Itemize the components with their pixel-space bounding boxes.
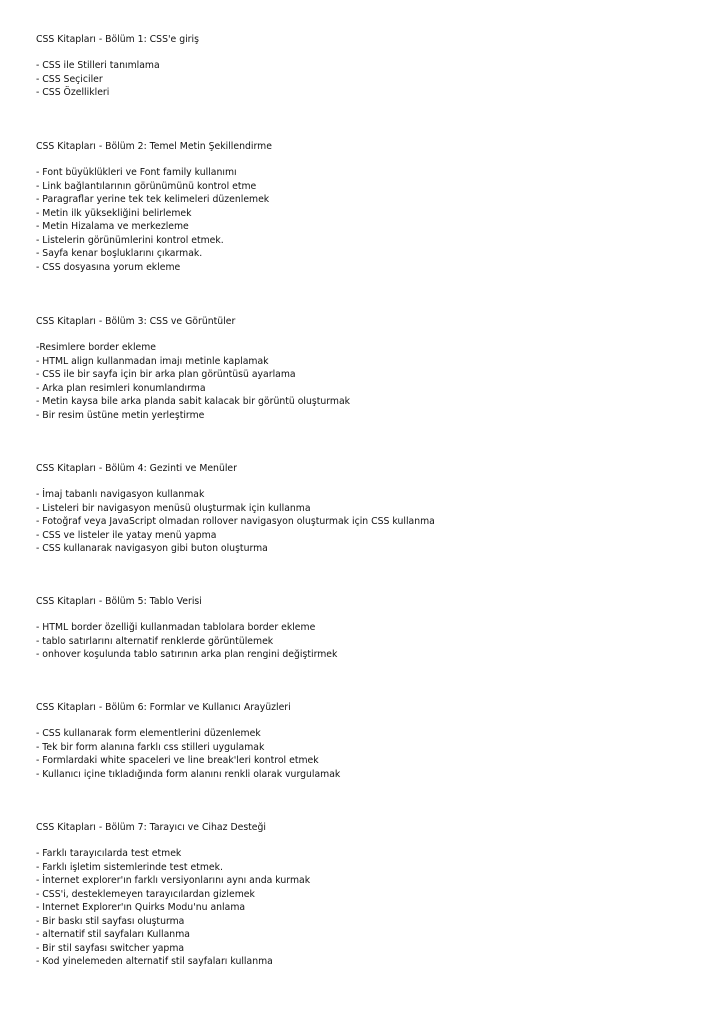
- section-title: CSS Kitapları - Bölüm 7: Tarayıcı ve Cihaz Desteği: [36, 822, 267, 833]
- list-item: - alternatif stil sayfaları Kullanma: [36, 929, 190, 941]
- list-item: - Metin Hizalama ve merkezleme: [36, 221, 189, 233]
- list-item: - CSS ile bir sayfa için bir arka plan görüntüsü ayarlama: [36, 369, 296, 381]
- list-item: - Farklı işletim sistemlerinde test etmek.: [36, 861, 223, 873]
- list-item: - Kullanıcı içine tıkladığında form alanını renkli olarak vurgulamak: [36, 768, 341, 780]
- list-item: - Farklı tarayıcılarda test etmek: [36, 848, 182, 859]
- section-title: CSS Kitapları - Bölüm 1: CSS'e giriş: [36, 34, 199, 45]
- section-chapter-7: [36, 821, 310, 969]
- section-title: CSS Kitapları - Bölüm 2: Temel Metin Şekillendirme: [36, 141, 272, 152]
- list-item: - CSS kullanarak form elementlerini düzenlemek: [36, 728, 261, 739]
- list-item: - Tek bir form alanına farklı css stilleri uygulamak: [36, 741, 265, 753]
- list-item: - CSS ve listeler ile yatay menü yapma: [36, 529, 217, 541]
- section-chapter-1: [36, 33, 199, 100]
- list-item: - CSS dosyasına yorum ekleme: [36, 261, 181, 273]
- list-item: - Listeleri bir navigasyon menüsü oluşturmak için kullanma: [36, 502, 311, 514]
- item-list: [36, 727, 340, 781]
- list-item: - CSS'i, desteklemeyen tarayıcılardan gizlemek: [36, 888, 255, 900]
- list-item: - Sayfa kenar boşluklarını çıkarmak.: [36, 248, 203, 260]
- section-title: CSS Kitapları - Bölüm 4: Gezinti ve Menüler: [36, 463, 237, 474]
- list-item: - Kod yinelemeden alternatif stil sayfaları kullanma: [36, 956, 273, 968]
- list-item: - CSS kullanarak navigasyon gibi buton oluşturma: [36, 543, 268, 555]
- list-item: - Formlardaki white spaceleri ve line break'leri kontrol etmek: [36, 755, 319, 767]
- list-item: - Paragraflar yerine tek tek kelimeleri düzenlemek: [36, 194, 270, 206]
- list-item: - Arka plan resimleri konumlandırma: [36, 382, 206, 394]
- list-item: - İmaj tabanlı navigasyon kullanmak: [36, 489, 205, 500]
- list-item: - Internet Explorer'ın Quirks Modu'nu anlama: [36, 902, 246, 914]
- section-chapter-4: [36, 462, 435, 556]
- list-item: - Link bağlantılarının görünümünü kontrol etme: [36, 180, 257, 192]
- list-item: - onhover koşulunda tablo satırının arka plan rengini değiştirmek: [36, 649, 338, 661]
- section-chapter-6: [36, 701, 340, 781]
- list-item: - Bir resim üstüne metin yerleştirme: [36, 409, 205, 421]
- list-item: - HTML border özelliği kullanmadan tablolara border ekleme: [36, 622, 316, 633]
- list-item: - Metin kaysa bile arka planda sabit kalacak bir görüntü oluşturmak: [36, 396, 351, 408]
- list-item: - CSS Seçiciler: [36, 73, 103, 85]
- section-title: CSS Kitapları - Bölüm 6: Formlar ve Kullanıcı Arayüzleri: [36, 702, 291, 713]
- section-chapter-2: [36, 140, 272, 274]
- item-list: [36, 166, 272, 274]
- list-item: - tablo satırlarını alternatif renklerde görüntülemek: [36, 635, 274, 647]
- list-item: - CSS ile Stilleri tanımlama: [36, 60, 160, 71]
- list-item: - CSS Özellikleri: [36, 87, 110, 99]
- list-item: - HTML align kullanmadan imajı metinle kaplamak: [36, 355, 269, 367]
- list-item: - Metin ilk yüksekliğini belirlemek: [36, 207, 192, 219]
- list-item: - İnternet explorer'ın farklı versiyonlarını aynı anda kurmak: [36, 875, 311, 887]
- list-item: -Resimlere border ekleme: [36, 342, 157, 353]
- list-item: - Fotoğraf veya JavaScript olmadan rollover navigasyon oluşturmak için CSS kullanma: [36, 516, 435, 528]
- item-list: [36, 488, 435, 556]
- list-item: - Bir stil sayfası switcher yapma: [36, 942, 185, 954]
- list-item: - Bir baskı stil sayfası oluşturma: [36, 915, 185, 927]
- section-chapter-3: [36, 315, 350, 422]
- item-list: [36, 847, 310, 969]
- section-chapter-5: [36, 595, 337, 662]
- section-title: CSS Kitapları - Bölüm 3: CSS ve Görüntüler: [36, 316, 236, 327]
- list-item: - Font büyüklükleri ve Font family kullanımı: [36, 167, 237, 178]
- item-list: [36, 341, 350, 422]
- section-title: CSS Kitapları - Bölüm 5: Tablo Verisi: [36, 596, 202, 607]
- item-list: [36, 621, 337, 662]
- item-list: [36, 59, 199, 100]
- list-item: - Listelerin görünümlerini kontrol etmek.: [36, 234, 224, 246]
